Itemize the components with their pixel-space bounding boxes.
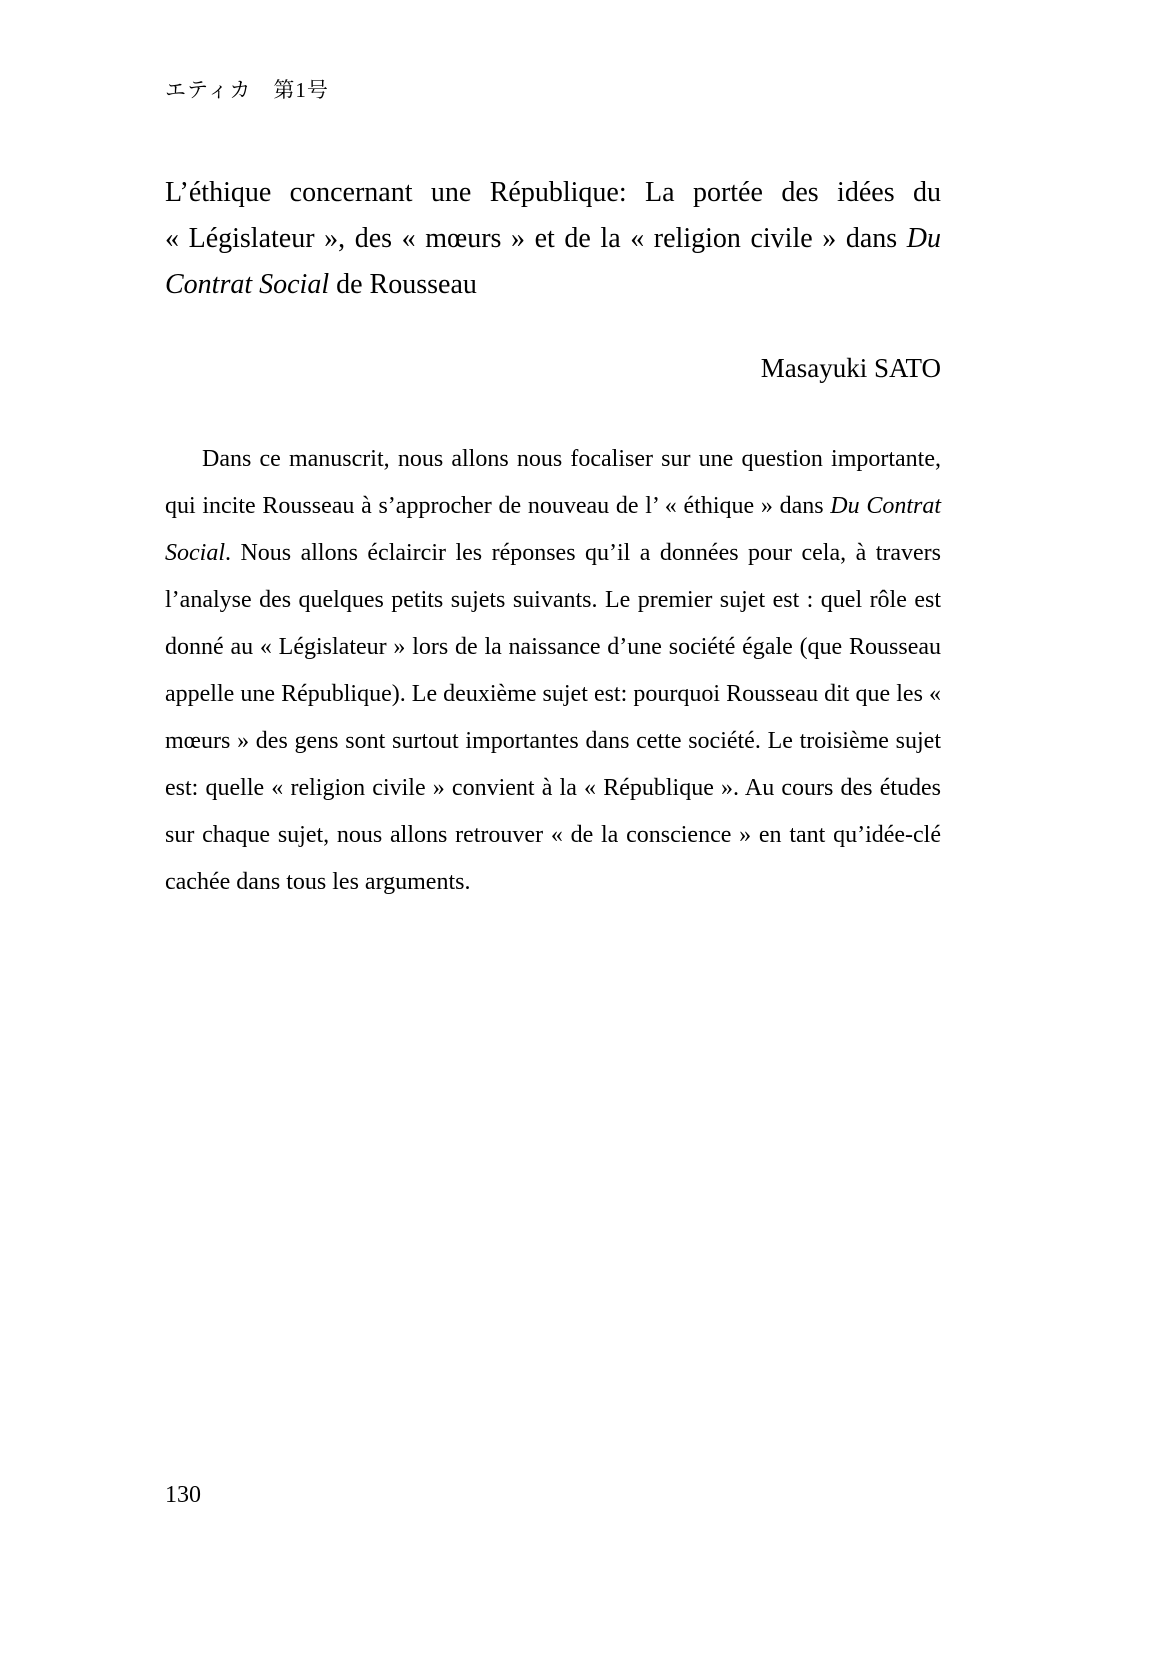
title-line-3	[165, 262, 941, 308]
title-line-3-italic: Contrat Social	[165, 269, 330, 300]
abstract-book-title-italic: Du Contrat Social	[165, 493, 942, 566]
title-line-2-roman: « Législateur », des « mœurs » et de la « religion civile » dans	[165, 223, 907, 254]
title-line-1: L’éthique concernant une République: La portée des idées du	[165, 177, 941, 208]
journal-issue-header: エティカ 第1号	[165, 78, 329, 102]
paper-title	[165, 170, 941, 308]
title-line-2	[165, 216, 941, 262]
page-number: 130	[165, 1482, 201, 1508]
abstract-text-lead: Dans ce manuscrit, nous allons nous focaliser sur une question importante, qui incite Rousseau à s’approcher de nouveau de l’ « éthique » dans	[165, 446, 941, 519]
title-line-2-italic: Du	[906, 223, 941, 254]
abstract-paragraph	[165, 436, 941, 906]
abstract-text-rest: . Nous allons éclaircir les réponses qu’il a données pour cela, à travers l’analyse des quelques petits sujets suivants. Le premier sujet est : quel rôle est donné au « Législateur » lors de la naissance d’une société égale (que Rousseau appelle une République). Le deuxième sujet est: pourquoi Rousseau dit que les « mœurs » des gens sont surtout importantes dans cette société. Le troisième sujet est: quelle « religion civile » convient à la « République ». Au cours des études sur chaque sujet, nous allons retrouver « de la conscience » en tant qu’idée-clé cachée dans tous les arguments.	[165, 540, 941, 895]
title-line-3-roman: de Rousseau	[329, 269, 477, 300]
author-name: Masayuki SATO	[760, 353, 941, 383]
